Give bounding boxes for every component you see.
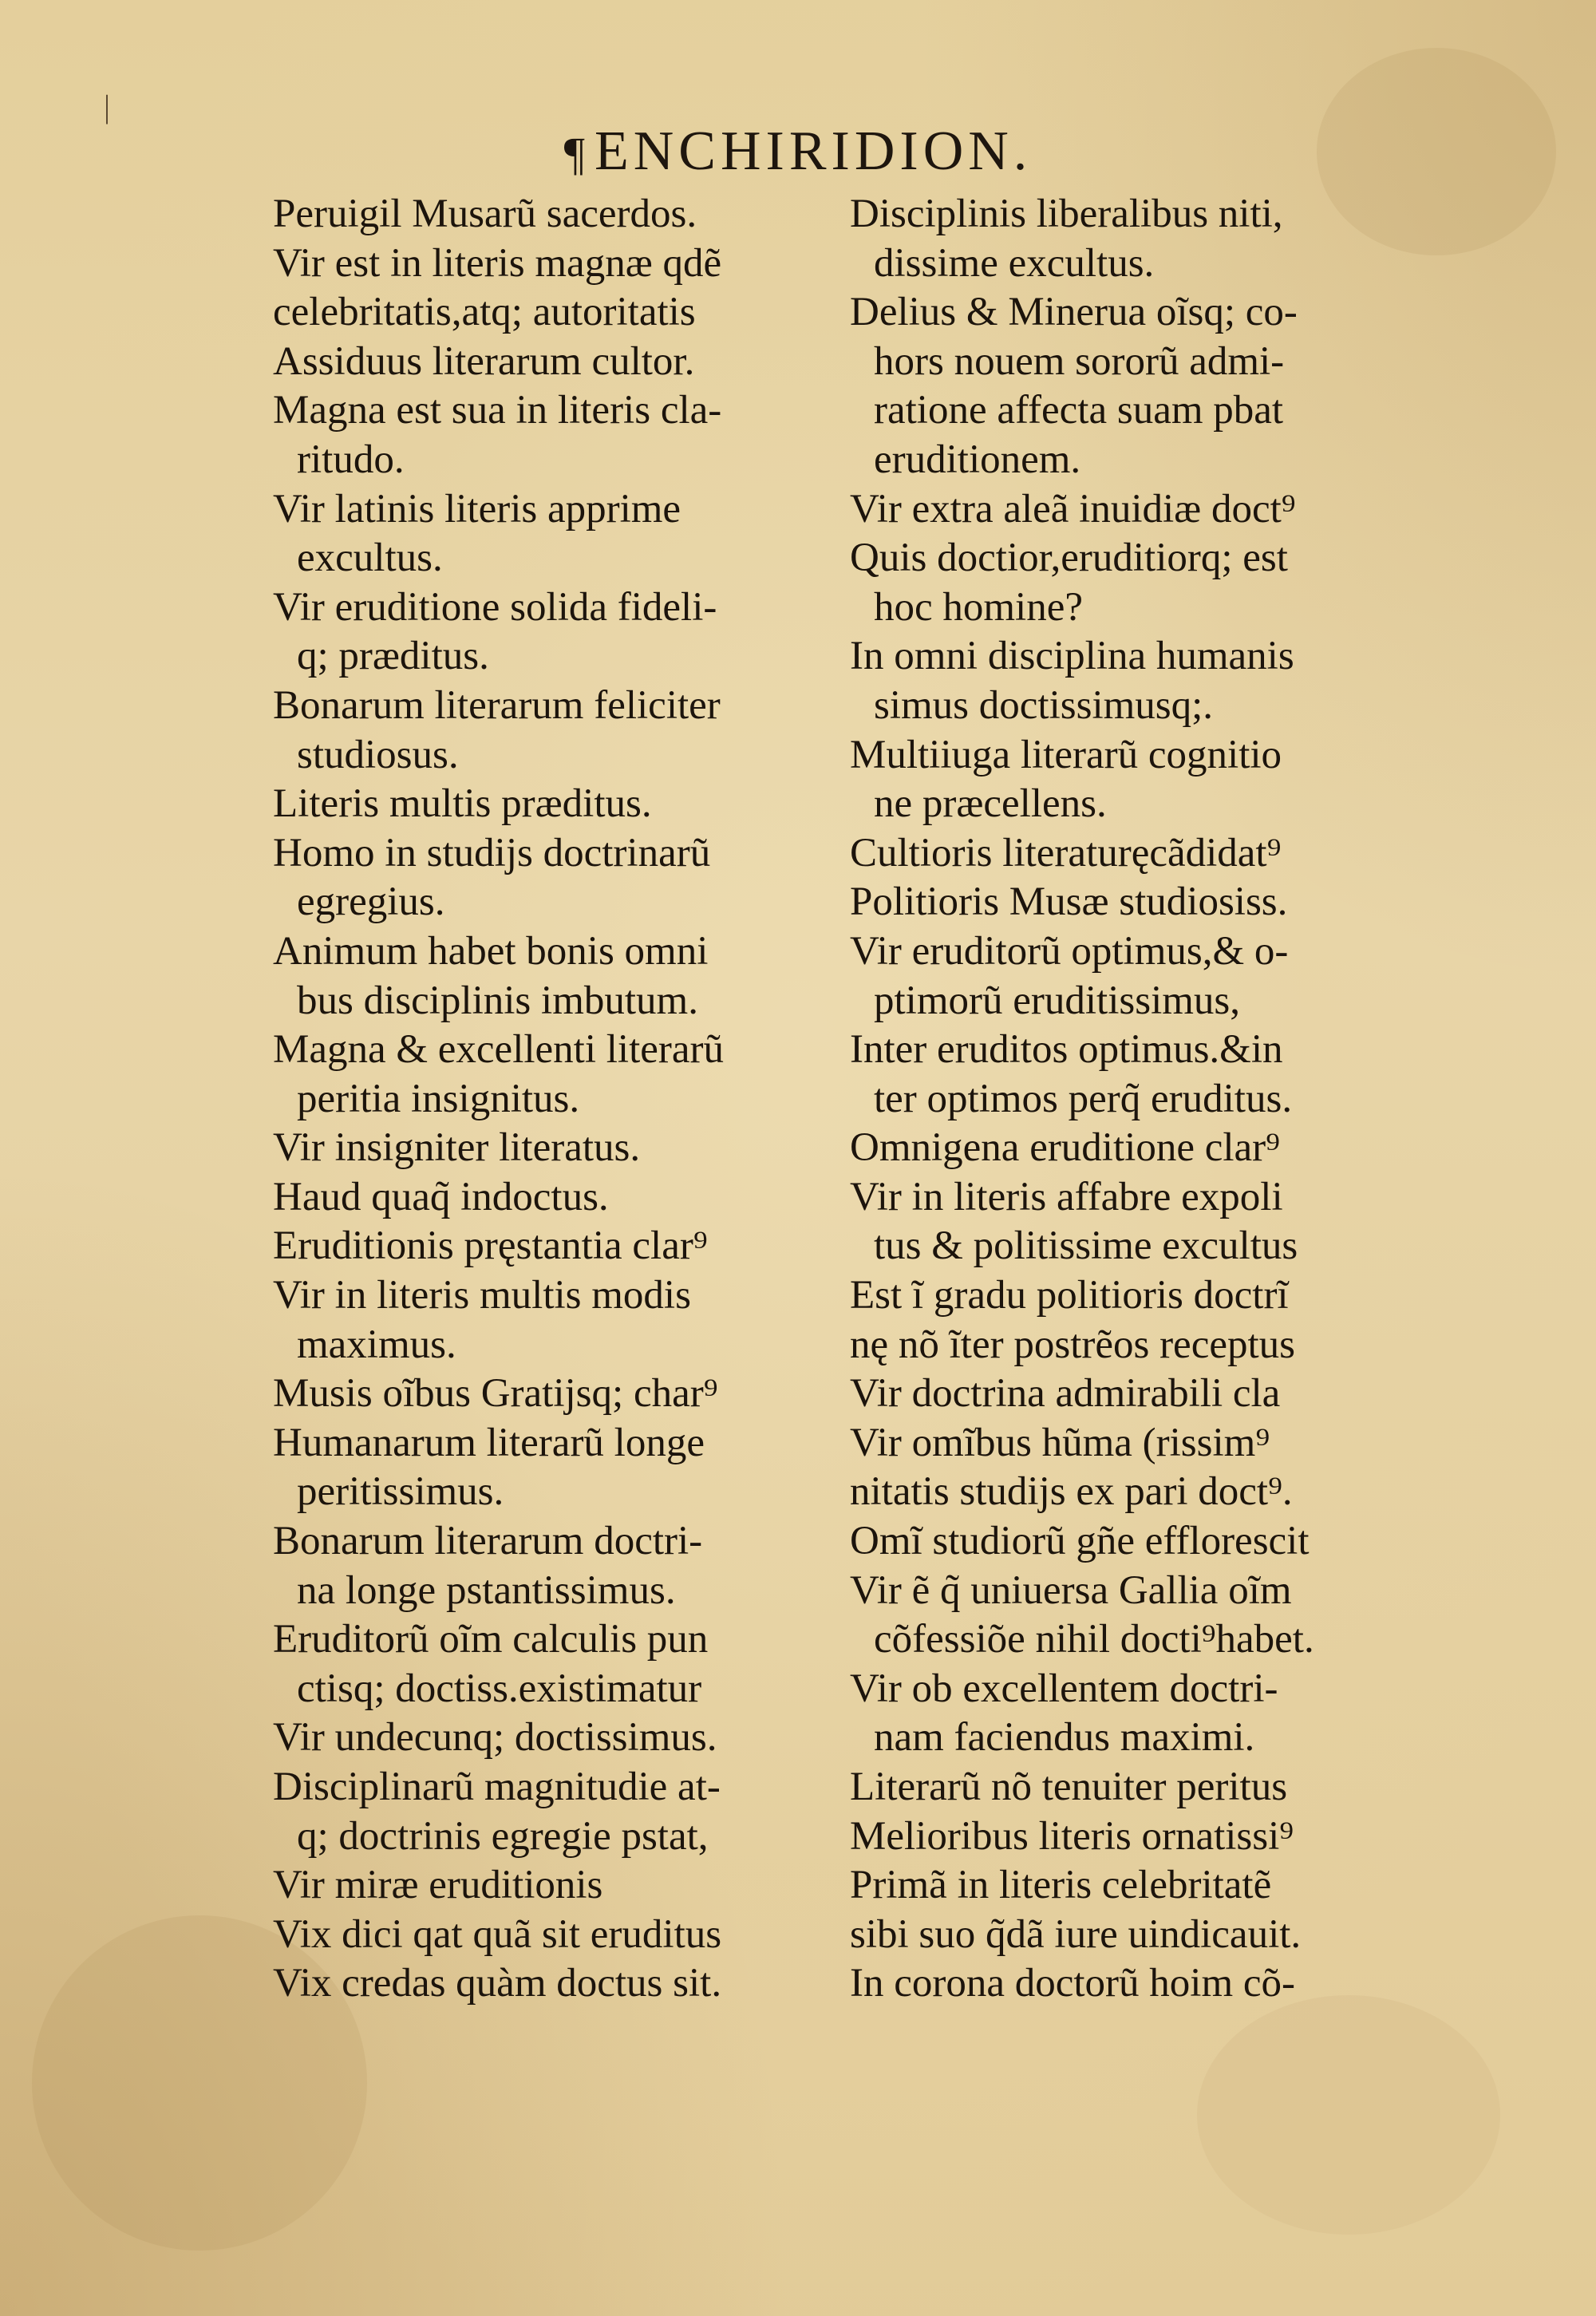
text-line: Assiduus literarum cultor. — [273, 338, 695, 384]
text-line: egregius. — [297, 879, 445, 925]
text-line: Primã in literis celebritatẽ — [850, 1863, 1272, 1908]
left-column — [273, 190, 724, 2009]
text-line: eruditionem. — [874, 437, 1081, 482]
text-line: bus disciplinis imbutum. — [297, 978, 698, 1023]
text-line: Omĩ studiorũ gñe efflorescit — [850, 1519, 1310, 1564]
paper-stain — [1197, 1995, 1500, 2235]
text-line: Vir ob excellentem doctri- — [850, 1666, 1278, 1711]
text-line: Vir eruditorũ optimus,& o- — [850, 928, 1289, 974]
text-line: q; præditus. — [297, 634, 489, 679]
text-line: Vir doctrina admirabili cla — [850, 1371, 1281, 1417]
text-line: ctisq; doctiss.existimatur — [297, 1666, 702, 1711]
text-line: Literis multis præditus. — [273, 781, 652, 827]
margin-mark: | — [104, 89, 111, 124]
text-line: Vir est in literis magnæ qdẽ — [273, 240, 722, 286]
text-line: Humanarum literarũ longe — [273, 1420, 705, 1465]
page-title: ENCHIRIDION. — [594, 121, 1033, 182]
text-line: Delius & Minerua oĩsq; co- — [850, 290, 1298, 335]
text-line: hors nouem sororũ admi- — [874, 338, 1285, 384]
text-line: Multiiuga literarũ cognitio — [850, 732, 1282, 777]
text-line: Vix credas quàm doctus sit. — [273, 1961, 722, 2006]
text-line: ptimorũ eruditissimus, — [874, 978, 1240, 1023]
text-line: ratione affecta suam pbat — [874, 388, 1284, 433]
right-column — [850, 190, 1314, 2009]
text-line: In corona doctorũ hoim cõ- — [850, 1961, 1295, 2006]
text-line: cõfessiõe nihil docti⁹habet. — [874, 1617, 1314, 1662]
text-line: Politioris Musæ studiosiss. — [850, 879, 1288, 925]
text-line: Bonarum literarum doctri- — [273, 1519, 703, 1564]
page-header — [0, 120, 1596, 184]
text-line: Vir ẽ q̃ uniuersa Gallia oĩm — [850, 1567, 1292, 1613]
text-line: Vir miræ eruditionis — [273, 1863, 603, 1908]
text-line: ne præcellens. — [874, 781, 1107, 827]
text-line: celebritatis,atq; autoritatis — [273, 290, 696, 335]
text-line: ter optimos perq̃ eruditus. — [874, 1076, 1293, 1121]
text-line: Vir undecunq; doctissimus. — [273, 1715, 717, 1761]
text-line: Haud quaq̃ indoctus. — [273, 1174, 609, 1219]
text-line: Magna & excellenti literarũ — [273, 1027, 725, 1073]
text-line: hoc homine? — [874, 584, 1083, 630]
text-line: Vir in literis affabre expoli — [850, 1174, 1283, 1219]
text-line: nitatis studijs ex pari doct⁹. — [850, 1469, 1293, 1515]
text-line: nę nõ ĩter postrẽos receptus — [850, 1322, 1295, 1367]
text-line: Inter eruditos optimus.&in — [850, 1027, 1283, 1073]
text-line: Magna est sua in literis cla- — [273, 388, 722, 433]
text-line: dissime excultus. — [874, 240, 1155, 286]
text-line: peritissimus. — [297, 1469, 504, 1515]
text-line: Vir insigniter literatus. — [273, 1125, 641, 1171]
text-line: Disciplinarũ magnitudie at- — [273, 1765, 721, 1809]
text-line: Vir extra aleã inuidiæ doct⁹ — [850, 486, 1296, 532]
text-line: Homo in studijs doctrinarũ — [273, 830, 711, 875]
paragraph-mark-icon: ¶ — [563, 128, 590, 180]
text-line: ritudo. — [297, 437, 405, 482]
text-line: Eruditorũ oĩm calculis pun — [273, 1617, 709, 1662]
text-line: excultus. — [297, 536, 443, 581]
text-line: Quis doctior,eruditiorq; est — [850, 536, 1288, 581]
text-line: Vir omĩbus hũma (rissim⁹ — [850, 1420, 1270, 1465]
text-line: Cultioris literaturęcãdidat⁹ — [850, 830, 1282, 875]
text-line: Animum habet bonis omni — [273, 928, 709, 974]
text-line: q; doctrinis egregie pstat, — [297, 1813, 709, 1859]
text-line: sibi suo q̃dã iure uindicauit. — [850, 1911, 1302, 1957]
text-line: na longe pstantissimus. — [297, 1567, 676, 1613]
text-line: Bonarum literarum feliciter — [273, 682, 721, 728]
text-line: tus & politissime excultus — [874, 1223, 1298, 1269]
text-line: Musis oĩbus Gratijsq; char⁹ — [273, 1371, 718, 1417]
text-line: Peruigil Musarũ sacerdos. — [273, 192, 697, 236]
text-line: studiosus. — [297, 732, 459, 777]
text-line: Literarũ nõ tenuiter peritus — [850, 1765, 1288, 1809]
text-line: maximus. — [297, 1322, 456, 1367]
text-line: Eruditionis pręstantia clar⁹ — [273, 1223, 708, 1269]
text-line: Melioribus literis ornatissi⁹ — [850, 1813, 1294, 1859]
text-line: nam faciendus maximi. — [874, 1715, 1255, 1761]
text-line: Omnigena eruditione clar⁹ — [850, 1125, 1280, 1171]
text-line: Est ĩ gradu politioris doctrĩ — [850, 1273, 1289, 1318]
text-line: In omni disciplina humanis — [850, 634, 1294, 679]
text-line: simus doctissimusq;. — [874, 682, 1214, 728]
text-line: Vir eruditione solida fideli- — [273, 584, 717, 630]
text-line: peritia insignitus. — [297, 1076, 580, 1121]
text-line: Vir in literis multis modis — [273, 1273, 691, 1318]
text-line: Vix dici qat quã sit eruditus — [273, 1911, 722, 1957]
text-line: Vir latinis literis apprime — [273, 486, 681, 532]
text-line: Disciplinis liberalibus niti, — [850, 192, 1283, 236]
